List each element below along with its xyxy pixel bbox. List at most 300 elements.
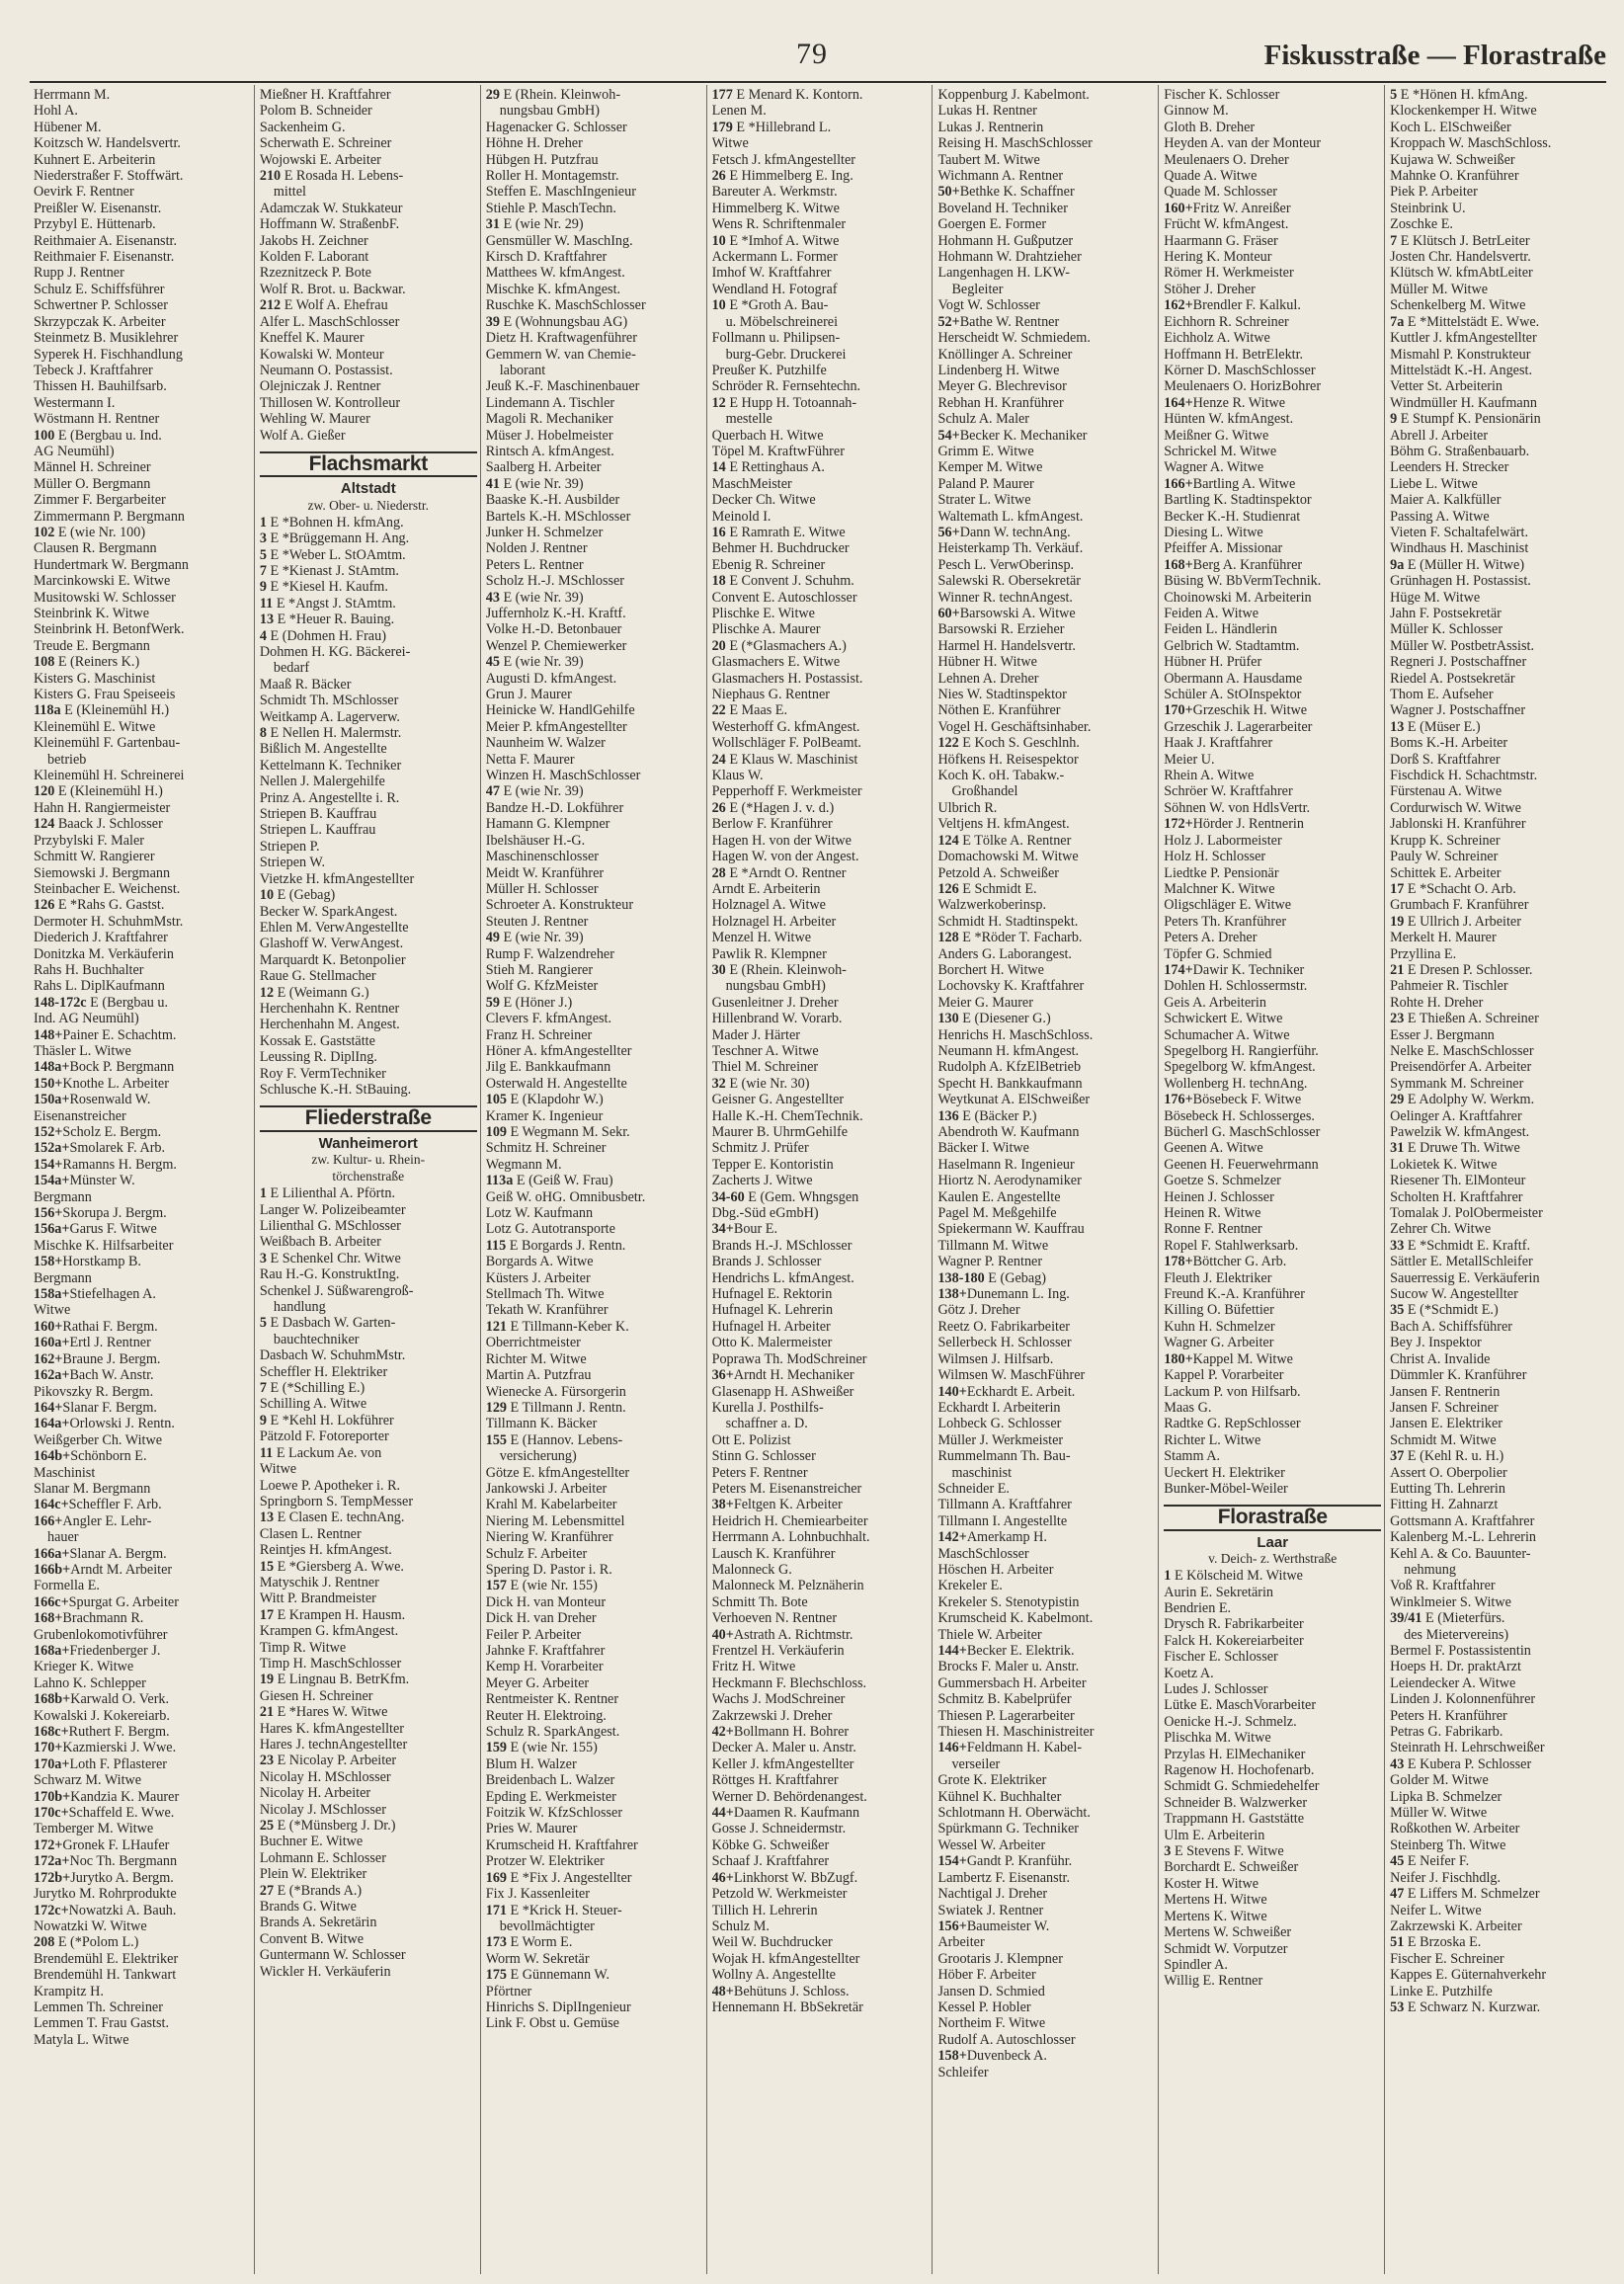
house-number: 160+ (1164, 200, 1193, 216)
resident-entry: Koster H. Witwe (1164, 1875, 1259, 1892)
resident-entry: Peters Th. Kranführer (1164, 913, 1287, 930)
house-number-entry: 208 E (*Polom L.) (34, 1934, 139, 1951)
resident-entry: Knöllinger A. Schreiner (937, 346, 1073, 363)
resident-entry: MaschSchlosser (937, 1545, 1029, 1562)
resident-entry: Becker K.-H. Studienrat (1164, 508, 1301, 525)
house-number-entry: 176+Bösebeck F. Witwe (1164, 1092, 1302, 1108)
resident-entry: Schwickert E. Witwe (1164, 1011, 1283, 1027)
resident-entry: Richter L. Witwe (1164, 1431, 1261, 1448)
resident-entry: Worm W. Sekretär (485, 1950, 590, 1967)
house-number-entry: 160a+Ertl J. Rentner (34, 1335, 151, 1351)
house-number-entry: 157 E (wie Nr. 155) (485, 1578, 598, 1594)
house-number-entry: 124 Baack J. Schlosser (34, 816, 163, 833)
resident-entry: Scherwath E. Schreiner (259, 135, 392, 152)
resident-entry: Hares K. kfmAngestellter (259, 1720, 405, 1737)
house-number-entry: 32 E (wie Nr. 30) (711, 1075, 810, 1092)
resident-entry: Hübgen H. Putzfrau (485, 151, 599, 168)
resident-entry: Schmidt M. Witwe (1390, 1431, 1497, 1448)
resident-entry: Waltemath L. kfmAngest. (937, 508, 1084, 525)
house-number: 124 (937, 832, 959, 849)
resident-entry: versicherung) (499, 1448, 577, 1465)
house-number-entry: 168+Brachmann R. (34, 1610, 144, 1627)
resident-entry: Striepen B. Kauffrau (259, 806, 377, 823)
resident-entry: Syperek H. Fischhandlung (34, 346, 183, 363)
resident-entry: Scholten H. Kraftfahrer (1390, 1188, 1523, 1205)
house-number-entry: 172c+Nowatzki A. Bauh. (34, 1902, 177, 1918)
resident-entry: Matthees W. kfmAngest. (485, 265, 625, 282)
resident-entry: Müller O. Bergmann (34, 475, 151, 492)
resident-entry: Lehnen A. Dreher (937, 670, 1039, 687)
resident-entry: Wolf A. Gießer (259, 427, 346, 444)
resident-entry: Krekeler E. (937, 1578, 1003, 1594)
resident-entry: Bösebeck H. Schlosserges. (1164, 1107, 1315, 1124)
house-number: 21 (1390, 961, 1405, 978)
resident-entry: Naunheim W. Walzer (485, 735, 606, 752)
resident-entry: Krieger K. Witwe (34, 1659, 134, 1675)
resident-entry: Harmel H. Handelsvertr. (937, 637, 1076, 654)
resident-entry: Holznagel A. Witwe (711, 897, 826, 914)
house-number-entry: 22 E Maas E. (711, 702, 788, 719)
resident-entry: Willig E. Rentner (1164, 1973, 1263, 1990)
resident-entry: Steinbacher E. Weichenst. (34, 880, 181, 897)
district-heading: Altstadt (340, 480, 396, 498)
resident-entry: Foitzik W. KfzSchlosser (485, 1805, 623, 1822)
resident-entry: Blum H. Walzer (485, 1755, 577, 1772)
resident-entry: Heinen J. Schlosser (1164, 1188, 1274, 1205)
house-number: 47 (1390, 1886, 1405, 1903)
house-number-entry: 170c+Schaffeld E. Wwe. (34, 1805, 175, 1822)
house-number: 108 (34, 654, 55, 671)
house-number: 156a+ (34, 1221, 70, 1238)
house-number-entry: 212 E Wolf A. Ehefrau (259, 297, 388, 314)
resident-entry: Hübner H. Witwe (937, 654, 1037, 671)
resident-entry: Krampen G. kfmAngest. (259, 1623, 399, 1640)
resident-entry: Spiekermann W. Kauffrau (937, 1221, 1085, 1238)
house-number: 177 (711, 87, 733, 103)
resident-entry: Loewe P. Apotheker i. R. (259, 1477, 401, 1494)
house-number: 13 (259, 1509, 275, 1526)
house-number: 121 (485, 1318, 507, 1335)
house-number-entry: 9a E (Müller H. Witwe) (1390, 556, 1525, 573)
resident-entry: Geis A. Arbeiterin (1164, 994, 1266, 1011)
resident-entry: Höhne H. Dreher (485, 135, 583, 152)
house-number-entry: 146+Feldmann H. Kabel- (937, 1740, 1083, 1756)
resident-entry: nungsbau GmbH) (499, 103, 600, 120)
house-number: 17 (259, 1606, 275, 1623)
resident-entry: Wickler H. Verkäuferin (259, 1963, 391, 1980)
resident-entry: Goergen E. Former (937, 216, 1047, 233)
house-number-entry: 9 E *Kiesel H. Kaufm. (259, 579, 388, 596)
resident-entry: Krumscheid K. Kabelmont. (937, 1610, 1094, 1627)
house-number: 26 (711, 799, 726, 816)
resident-entry: Fischer K. Schlosser (1164, 87, 1280, 103)
resident-entry: Stiehle P. MaschTechn. (485, 200, 616, 216)
house-number-entry: 7 E (*Schilling E.) (259, 1380, 365, 1397)
resident-entry: Hares J. technAngestellter (259, 1737, 408, 1753)
resident-entry: Riesener Th. ElMonteur (1390, 1173, 1526, 1189)
resident-entry: Bandze H.-D. Lokführer (485, 799, 624, 816)
resident-entry: maschinist (951, 1464, 1013, 1481)
resident-entry: Convent E. Autoschlosser (711, 589, 857, 606)
resident-entry: Nelke E. MaschSchlosser (1390, 1042, 1534, 1059)
house-number: 164+ (1164, 394, 1193, 411)
resident-entry: Neumann O. Postassist. (259, 362, 393, 378)
resident-entry: Frentzel H. Verkäuferin (711, 1643, 845, 1659)
resident-entry: Klaus W. (711, 768, 764, 784)
house-number: 109 (485, 1124, 507, 1140)
resident-entry: Poprawa Th. ModSchreiner (711, 1350, 867, 1367)
resident-entry: Schenkel J. Süßwarengroß- (259, 1282, 414, 1299)
resident-entry: Gosse J. Schneidermstr. (711, 1821, 847, 1837)
resident-entry: Abrell J. Arbeiter (1390, 427, 1489, 444)
resident-entry: Gelbrich W. Stadtamtm. (1164, 637, 1300, 654)
house-number-entry: 154+Ramanns H. Bergm. (34, 1156, 177, 1173)
house-number: 59 (485, 994, 500, 1011)
resident-entry: Wolf G. KfzMeister (485, 978, 599, 995)
resident-entry: Maier A. Kalkfüller (1390, 492, 1502, 509)
resident-entry: Steinberg Th. Witwe (1390, 1836, 1506, 1853)
resident-entry: Hering K. Monteur (1164, 249, 1272, 266)
resident-entry: Reithmaier F. Eisenanstr. (34, 249, 175, 266)
resident-entry: Saalberg H. Arbeiter (485, 459, 602, 476)
resident-entry: Leussing R. DiplIng. (259, 1049, 377, 1066)
resident-entry: Josten Chr. Handelsvertr. (1390, 249, 1531, 266)
resident-entry: Clasen L. Rentner (259, 1525, 362, 1542)
resident-entry: Donitzka M. Verkäuferin (34, 945, 174, 962)
resident-entry: Gensmüller W. MaschIng. (485, 232, 633, 249)
resident-entry: Cordurwisch W. Witwe (1390, 799, 1521, 816)
resident-entry: Petzold A. Schweißer (937, 864, 1059, 881)
resident-entry: Kowalski W. Monteur (259, 346, 384, 363)
resident-entry: Müller W. Witwe (1390, 1805, 1488, 1822)
resident-entry: Rentmeister K. Rentner (485, 1691, 619, 1708)
resident-entry: Brendemühl H. Tankwart (34, 1967, 177, 1984)
resident-entry: Gloth B. Dreher (1164, 119, 1256, 135)
resident-entry: Peters A. Dreher (1164, 930, 1258, 946)
house-number-entry: 25 E (*Münsberg J. Dr.) (259, 1818, 396, 1835)
resident-entry: Bäcker I. Witwe (937, 1140, 1029, 1157)
house-number-entry: 129 E Tillmann J. Rentn. (485, 1399, 626, 1416)
resident-entry: Springborn S. TempMesser (259, 1493, 414, 1509)
resident-entry: Piek P. Arbeiter (1390, 184, 1478, 201)
resident-entry: Dohmen H. KG. Bäckerei- (259, 644, 411, 660)
house-number-entry: 3 E Stevens F. Witwe (1164, 1843, 1284, 1860)
resident-entry: Reithmaier A. Eisenanstr. (34, 232, 177, 249)
resident-entry: Wollenberg H. technAng. (1164, 1075, 1308, 1092)
house-number: 1 (259, 1185, 267, 1202)
house-number: 12 (711, 394, 726, 411)
resident-entry: Rump F. Walzendreher (485, 945, 614, 962)
house-number-entry: 159 E (wie Nr. 155) (485, 1740, 598, 1756)
resident-entry: Decker Ch. Witwe (711, 492, 816, 509)
house-number: 170b+ (34, 1788, 71, 1805)
resident-entry: Dasbach W. SchuhmMstr. (259, 1347, 406, 1364)
directory-column (1158, 85, 1384, 2274)
resident-entry: Maschinist (34, 1464, 96, 1481)
house-number: 154+ (34, 1156, 63, 1173)
resident-entry: Lukas H. Rentner (937, 103, 1037, 120)
resident-entry: Gottsmann A. Kraftfahrer (1390, 1512, 1535, 1529)
resident-entry: Schüler A. StOInspektor (1164, 687, 1302, 703)
resident-entry: Zimmermann P. Bergmann (34, 508, 186, 525)
house-number-entry: 158+Duvenbeck A. (937, 2048, 1047, 2065)
resident-entry: Peters L. Rentner (485, 556, 584, 573)
house-number-entry: 148-172c E (Bergbau u. (34, 994, 169, 1011)
resident-entry: Fischer E. Schreiner (1390, 1950, 1504, 1967)
resident-entry: Kühnel K. Buchhalter (937, 1788, 1062, 1805)
resident-entry: Wagner G. Arbeiter (1164, 1335, 1274, 1351)
resident-entry: Müller W. PostbetrAssist. (1390, 637, 1534, 654)
resident-entry: Mertens W. Schweißer (1164, 1924, 1292, 1941)
resident-entry: Schulz A. Maler (937, 411, 1030, 428)
house-number-entry: 24 E Klaus W. Maschinist (711, 751, 858, 768)
resident-entry: Schittek E. Arbeiter (1390, 864, 1502, 881)
house-number: 10 (711, 232, 726, 249)
resident-entry: Wienecke A. Fürsorgerin (485, 1383, 626, 1400)
house-number: 160a+ (34, 1335, 70, 1351)
resident-entry: Röttges H. Kraftfahrer (711, 1772, 839, 1789)
resident-entry: Krahl M. Kabelarbeiter (485, 1497, 617, 1513)
house-number-entry: 174+Dawir K. Techniker (1164, 961, 1305, 978)
resident-entry: Netta F. Maurer (485, 751, 575, 768)
directory-columns (34, 85, 1610, 2274)
resident-entry: Fitting H. Zahnarzt (1390, 1497, 1499, 1513)
resident-entry: Jankowski J. Arbeiter (485, 1480, 608, 1497)
resident-entry: Eutting Th. Lehrerin (1390, 1480, 1505, 1497)
resident-entry: Stinn G. Schlosser (711, 1448, 816, 1465)
resident-entry: Zacherts J. Witwe (711, 1173, 813, 1189)
resident-entry: Müller M. Witwe (1390, 281, 1489, 297)
house-number-entry: 170b+Kandzia K. Maurer (34, 1788, 180, 1805)
house-number: 4 (259, 627, 267, 644)
resident-entry: Oberrichtmeister (485, 1335, 581, 1351)
resident-entry: Obermann A. Hausdame (1164, 670, 1303, 687)
resident-entry: Scholz H.-J. MSchlosser (485, 573, 625, 590)
resident-entry: Stöher J. Dreher (1164, 281, 1256, 297)
resident-entry: Roller H. Montagemstr. (485, 168, 619, 185)
house-number-entry: 138+Dunemann L. Ing. (937, 1286, 1070, 1303)
running-head: Fiskusstraße — Florastraße (1263, 40, 1606, 71)
resident-entry: Zehrer Ch. Witwe (1390, 1221, 1492, 1238)
resident-entry: Thom E. Aufseher (1390, 687, 1494, 703)
resident-entry: Heyden A. van der Monteur (1164, 135, 1322, 152)
resident-entry: Brands H.-J. MSchlosser (711, 1237, 853, 1254)
resident-entry: Boveland H. Techniker (937, 200, 1068, 216)
house-number-entry: 1 E Lilienthal A. Pförtn. (259, 1185, 395, 1202)
resident-entry: Schmitt W. Rangierer (34, 849, 155, 865)
district-heading: Laar (1257, 1533, 1289, 1551)
district-heading: Wanheimerort (318, 1134, 418, 1152)
directory-column (254, 85, 480, 2274)
resident-entry: Gummersbach H. Arbeiter (937, 1674, 1087, 1691)
house-number-entry: 40+Astrath A. Richtmstr. (711, 1626, 853, 1643)
resident-entry: Vetter St. Arbeiterin (1390, 378, 1503, 395)
resident-entry: Weytkunat A. ElSchweißer (937, 1092, 1091, 1108)
resident-entry: Menzel H. Witwe (711, 930, 811, 946)
resident-entry: Follmann u. Philipsen- (711, 330, 841, 347)
house-number-entry: 166b+Arndt M. Arbeiter (34, 1561, 173, 1578)
resident-entry: Winklmeier S. Witwe (1390, 1593, 1511, 1610)
resident-entry: Passing A. Witwe (1390, 508, 1490, 525)
resident-entry: Müller H. Schlosser (485, 880, 599, 897)
resident-entry: Timp H. MaschSchlosser (259, 1655, 402, 1672)
resident-entry: Wojak H. kfmAngestellter (711, 1950, 860, 1967)
resident-entry: Hinrichs S. DiplIngenieur (485, 1998, 631, 2015)
house-number-entry: 39 E (Wohnungsbau AG) (485, 313, 628, 330)
house-number: 49 (485, 930, 500, 946)
resident-entry: Schmitt Th. Bote (711, 1593, 808, 1610)
house-number-entry: 166a+Slanar A. Bergm. (34, 1545, 167, 1562)
resident-entry: Schmitz J. Prüfer (711, 1140, 809, 1157)
resident-entry: Hohmann H. Gußputzer (937, 232, 1074, 249)
resident-entry: Mießner H. Kraftfahrer (259, 87, 391, 103)
resident-entry: Spering D. Pastor i. R. (485, 1561, 612, 1578)
house-number-entry: 18 E Convent J. Schuhm. (711, 573, 854, 590)
resident-entry: Grote K. Elektriker (937, 1772, 1047, 1789)
resident-entry: Krumscheid H. Kraftfahrer (485, 1836, 638, 1853)
house-number-entry: 126 E Schmidt E. (937, 880, 1037, 897)
resident-entry: Wenzel P. Chemiewerker (485, 637, 627, 654)
resident-entry: Steuten J. Rentner (485, 913, 589, 930)
resident-entry: Lütke E. MaschVorarbeiter (1164, 1697, 1317, 1714)
house-number-entry: 5 E *Weber L. StOAmtm. (259, 546, 406, 563)
house-number-entry: 53 E Schwarz N. Kurzwar. (1390, 1998, 1541, 2015)
house-number-entry: 170+Kazmierski J. Wwe. (34, 1740, 177, 1756)
resident-entry: Regneri J. Postschaffner (1390, 654, 1527, 671)
house-number: 178+ (1164, 1254, 1193, 1270)
house-number: 156+ (34, 1205, 63, 1222)
resident-entry: Wilmsen W. MaschFührer (937, 1367, 1086, 1384)
house-number: 172c+ (34, 1902, 69, 1918)
resident-entry: Schmitz B. Kabelprüfer (937, 1691, 1072, 1708)
house-number: 5 (259, 1315, 267, 1332)
resident-entry: Weitkamp A. Lagerverw. (259, 708, 400, 725)
house-number-entry: 46+Linkhorst W. BbZugf. (711, 1869, 858, 1886)
resident-entry: Hennemann H. BbSekretär (711, 1998, 863, 2015)
house-number: 31 (485, 216, 500, 233)
resident-entry: Frücht W. kfmAngest. (1164, 216, 1289, 233)
resident-entry: Pätzold F. Fotoreporter (259, 1428, 389, 1445)
resident-entry: Rzeznitzeck P. Bote (259, 265, 371, 282)
resident-entry: Steinbrink U. (1390, 200, 1466, 216)
resident-entry: Schulz F. Arbeiter (485, 1545, 588, 1562)
resident-entry: Ragenow H. Hochofenarb. (1164, 1762, 1315, 1779)
resident-entry: Peters H. Kranführer (1390, 1707, 1507, 1724)
resident-entry: Wens R. Schriftenmaler (711, 216, 847, 233)
resident-entry: Bißlich M. Angestellte (259, 741, 387, 758)
resident-entry: Trappmann H. Gaststätte (1164, 1811, 1305, 1828)
resident-entry: Eisenanstreicher (34, 1107, 126, 1124)
resident-entry: Herchenhahn M. Angest. (259, 1017, 400, 1033)
resident-entry: Lohmann E. Schlosser (259, 1849, 386, 1866)
resident-entry: Walzwerkoberinsp. (937, 897, 1046, 914)
resident-entry: Büsing W. BbVermTechnik. (1164, 573, 1322, 590)
resident-entry: Krampitz H. (34, 1983, 104, 1999)
house-number-entry: 59 E (Höner J.) (485, 994, 573, 1011)
header-rule (30, 81, 1606, 83)
house-number-entry: 9 E Stumpf K. Pensionärin (1390, 411, 1541, 428)
house-number: 31 (1390, 1140, 1405, 1157)
house-number-entry: 1 E Kölscheid M. Witwe (1164, 1568, 1303, 1585)
resident-entry: Pawlik R. Klempner (711, 945, 827, 962)
resident-entry: Hübener M. (34, 119, 102, 135)
house-number-entry: 166c+Spurgat G. Arbeiter (34, 1593, 179, 1610)
house-number: 142+ (937, 1529, 967, 1546)
house-number: 155 (485, 1431, 507, 1448)
resident-entry: Jansen D. Schmied (937, 1983, 1045, 1999)
resident-entry: Feiden A. Witwe (1164, 606, 1259, 621)
resident-entry: Salewski R. Obersekretär (937, 573, 1082, 590)
house-number: 17 (1390, 880, 1405, 897)
house-number: 208 (34, 1934, 55, 1951)
house-number-entry: 160+Fritz W. Anreißer (1164, 200, 1291, 216)
street-range: v. Deich- z. Werthstraße (1208, 1551, 1338, 1567)
house-number: 56+ (937, 524, 960, 540)
resident-entry: Stieh M. Rangierer (485, 961, 594, 978)
resident-entry: Christ A. Invalide (1390, 1350, 1491, 1367)
house-number: 210 (259, 168, 282, 185)
resident-entry: Quade M. Schlosser (1164, 184, 1277, 201)
house-number: 41 (485, 475, 500, 492)
resident-entry: Borchert H. Witwe (937, 961, 1044, 978)
resident-entry: Koch K. oH. Tabakw.- (937, 768, 1065, 784)
resident-entry: Begleiter (951, 281, 1004, 297)
house-number-entry: 41 E (wie Nr. 39) (485, 475, 584, 492)
resident-entry: Ueckert H. Elektriker (1164, 1464, 1285, 1481)
house-number: 168c+ (34, 1724, 69, 1741)
house-number: 24 (711, 751, 726, 768)
house-number: 162a+ (34, 1367, 70, 1384)
resident-entry: Hagenacker G. Schlosser (485, 119, 627, 135)
house-number-entry: 38+Feltgen K. Arbeiter (711, 1497, 843, 1513)
house-number: 148-172c (34, 994, 87, 1011)
house-number-entry: 172a+Noc Th. Bergmann (34, 1853, 178, 1870)
resident-entry: Przybylski F. Maler (34, 832, 144, 849)
house-number-entry: 166+Bartling A. Witwe (1164, 475, 1296, 492)
house-number-entry: 10 E (Gebag) (259, 887, 336, 904)
resident-entry: Choinowski M. Arbeiterin (1164, 589, 1312, 606)
resident-entry: Henrichs H. MaschSchloss. (937, 1026, 1094, 1043)
resident-entry: Ott E. Polizist (711, 1431, 791, 1448)
house-number: 170a+ (34, 1755, 70, 1772)
resident-entry: Großhandel (951, 783, 1018, 800)
resident-entry: Petras G. Fabrikarb. (1390, 1724, 1503, 1741)
resident-entry: Glashoff W. VerwAngest. (259, 936, 404, 952)
resident-entry: Kisters G. Frau Speiseeis (34, 687, 176, 703)
resident-entry: Oevirk F. Rentner (34, 184, 134, 201)
house-number: 37 (1390, 1448, 1405, 1465)
resident-entry: Koitzsch W. Handelsvertr. (34, 135, 181, 152)
house-number: 29 (1390, 1092, 1405, 1108)
resident-entry: Meier U. (1164, 751, 1215, 768)
house-number-entry: 4 E (Dohmen H. Frau) (259, 627, 386, 644)
house-number-entry: 26 E (*Hagen J. v. d.) (711, 799, 835, 816)
house-number-entry: 168b+Karwald O. Verk. (34, 1691, 170, 1708)
house-number-entry: 166+Angler E. Lehr- (34, 1512, 152, 1529)
house-number-entry: 31 E Druwe Th. Witwe (1390, 1140, 1520, 1157)
house-number-entry: 11 E *Angst J. StAmtm. (259, 595, 396, 612)
resident-entry: Götz J. Dreher (937, 1302, 1020, 1319)
house-number: 9 (259, 579, 267, 596)
resident-entry: Schaaf J. Kraftfahrer (711, 1853, 830, 1870)
resident-entry: Kujawa W. Schweißer (1390, 151, 1515, 168)
house-number-entry: 177 E Menard K. Kontorn. (711, 87, 863, 103)
house-number-entry: 7a E *Mittelstädt E. Wwe. (1390, 313, 1540, 330)
house-number-entry: 31 E (wie Nr. 29) (485, 216, 584, 233)
house-number: 43 (485, 589, 500, 606)
resident-entry: Paland P. Maurer (937, 475, 1034, 492)
resident-entry: Thiesen P. Lagerarbeiter (937, 1707, 1075, 1724)
